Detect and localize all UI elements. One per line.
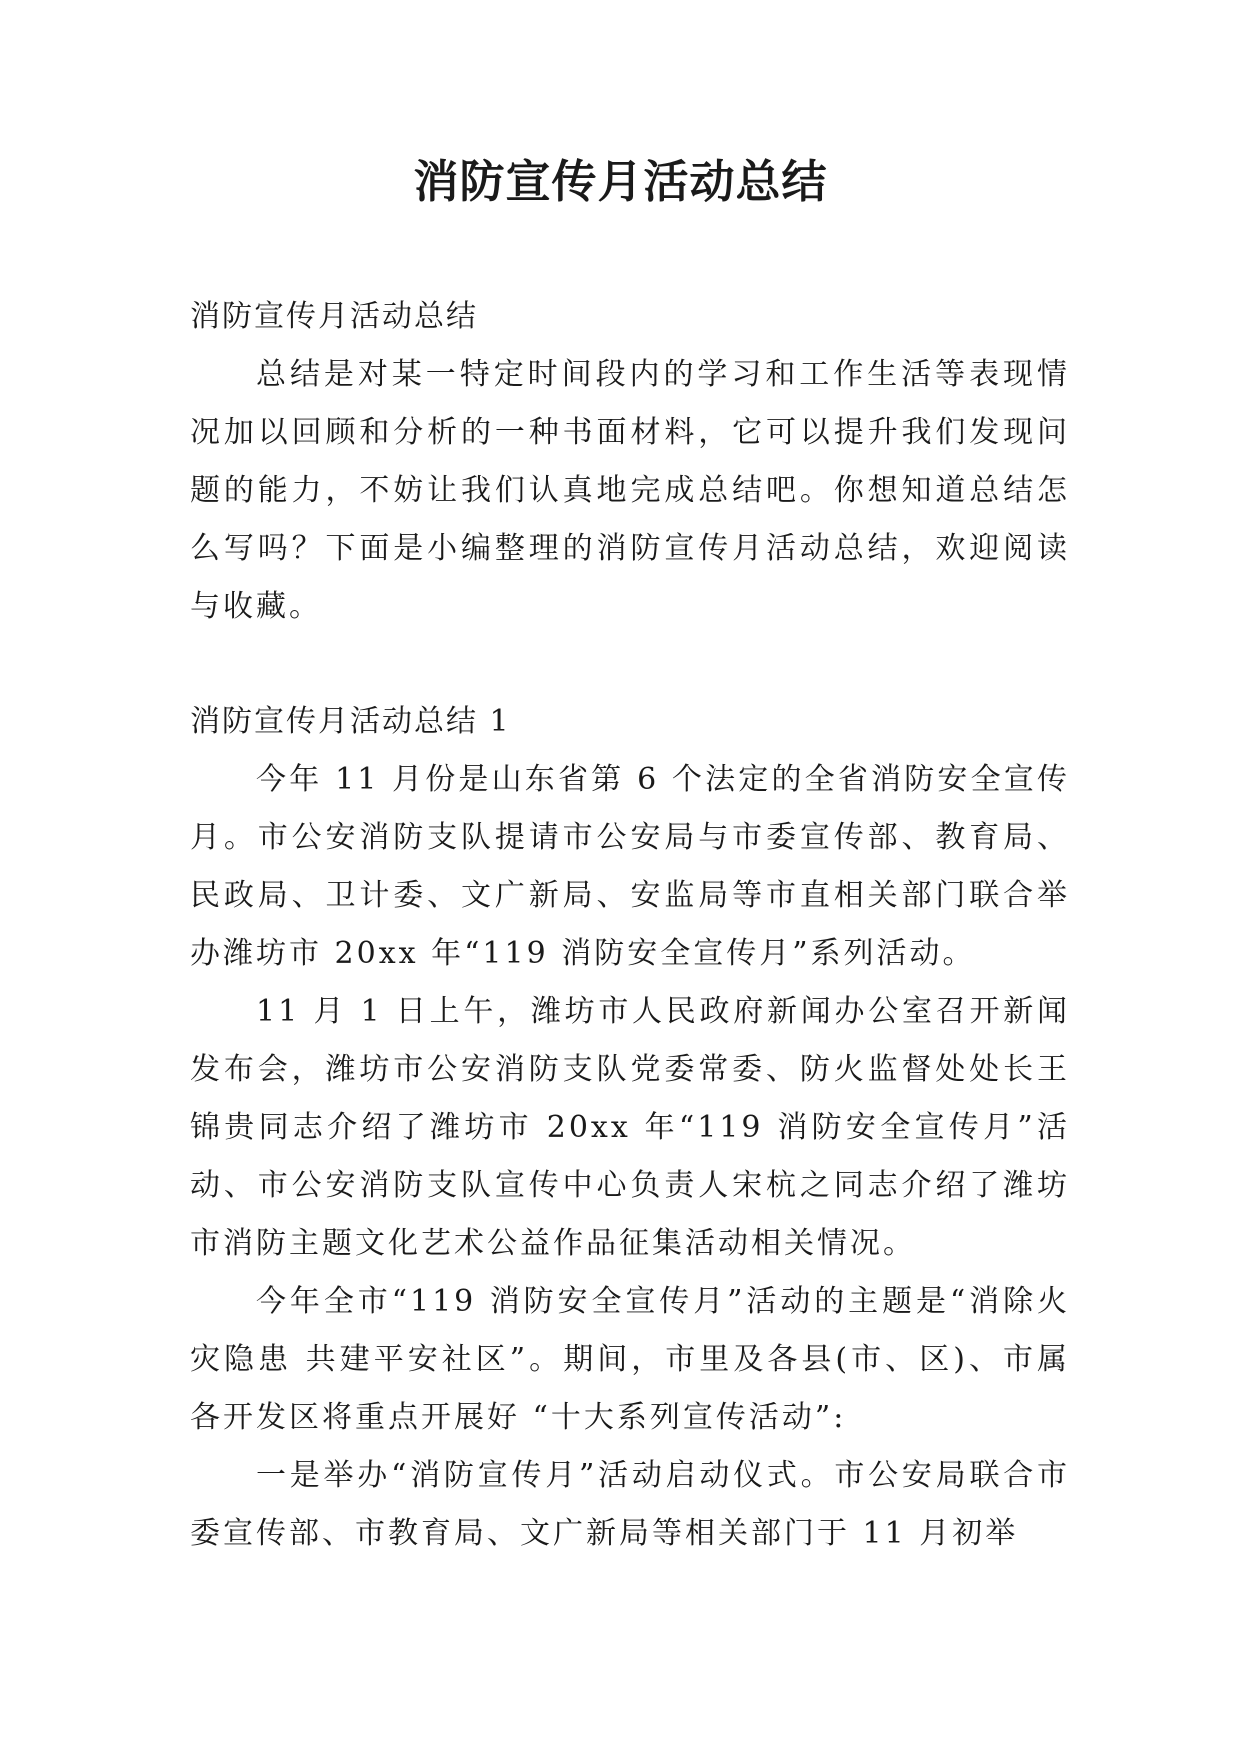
body-paragraph: 今年 11 月份是山东省第 6 个法定的全省消防安全宣传月。市公安消防支队提请市公安局与市委宣传部、教育局、民政局、卫计委、文广新局、安监局等市直相关部门联合举办潍坊市 20xx 年“119 消防安全宣传月”系列活动。 (190, 762, 1070, 971)
section-spacer (190, 636, 1070, 693)
body-paragraph: 一是举办“消防宣传月”活动启动仪式。市公安局联合市委宣传部、市教育局、文广新局等相关部门于 11 月初举 (190, 1458, 1070, 1551)
document-body (190, 288, 1070, 1563)
body-paragraph: 今年全市“119 消防安全宣传月”活动的主题是“消除火灾隐患 共建平安社区”。期间，市里及各县(市、区)、市属各开发区将重点开展好 “十大系列宣传活动”: (190, 1284, 1070, 1435)
document-title: 消防宣传月活动总结 (413, 155, 828, 208)
intro-paragraph: 总结是对某一特定时间段内的学习和工作生活等表现情况加以回顾和分析的一种书面材料，它可以提升我们发现问题的能力，不妨让我们认真地完成总结吧。你想知道总结怎么写吗？下面是小编整理的消防宣传月活动总结，欢迎阅读与收藏。 (190, 357, 1070, 624)
document-subtitle: 消防宣传月活动总结 (190, 299, 478, 334)
body-paragraph: 11 月 1 日上午，潍坊市人民政府新闻办公室召开新闻发布会，潍坊市公安消防支队党委常委、防火监督处处长王锦贵同志介绍了潍坊市 20xx 年“119 消防安全宣传月”活动、市公安消防支队宣传中心负责人宋杭之同志介绍了潍坊市消防主题文化艺术公益作品征集活动相关情况。 (190, 994, 1070, 1261)
section-heading: 消防宣传月活动总结 1 (190, 704, 511, 739)
